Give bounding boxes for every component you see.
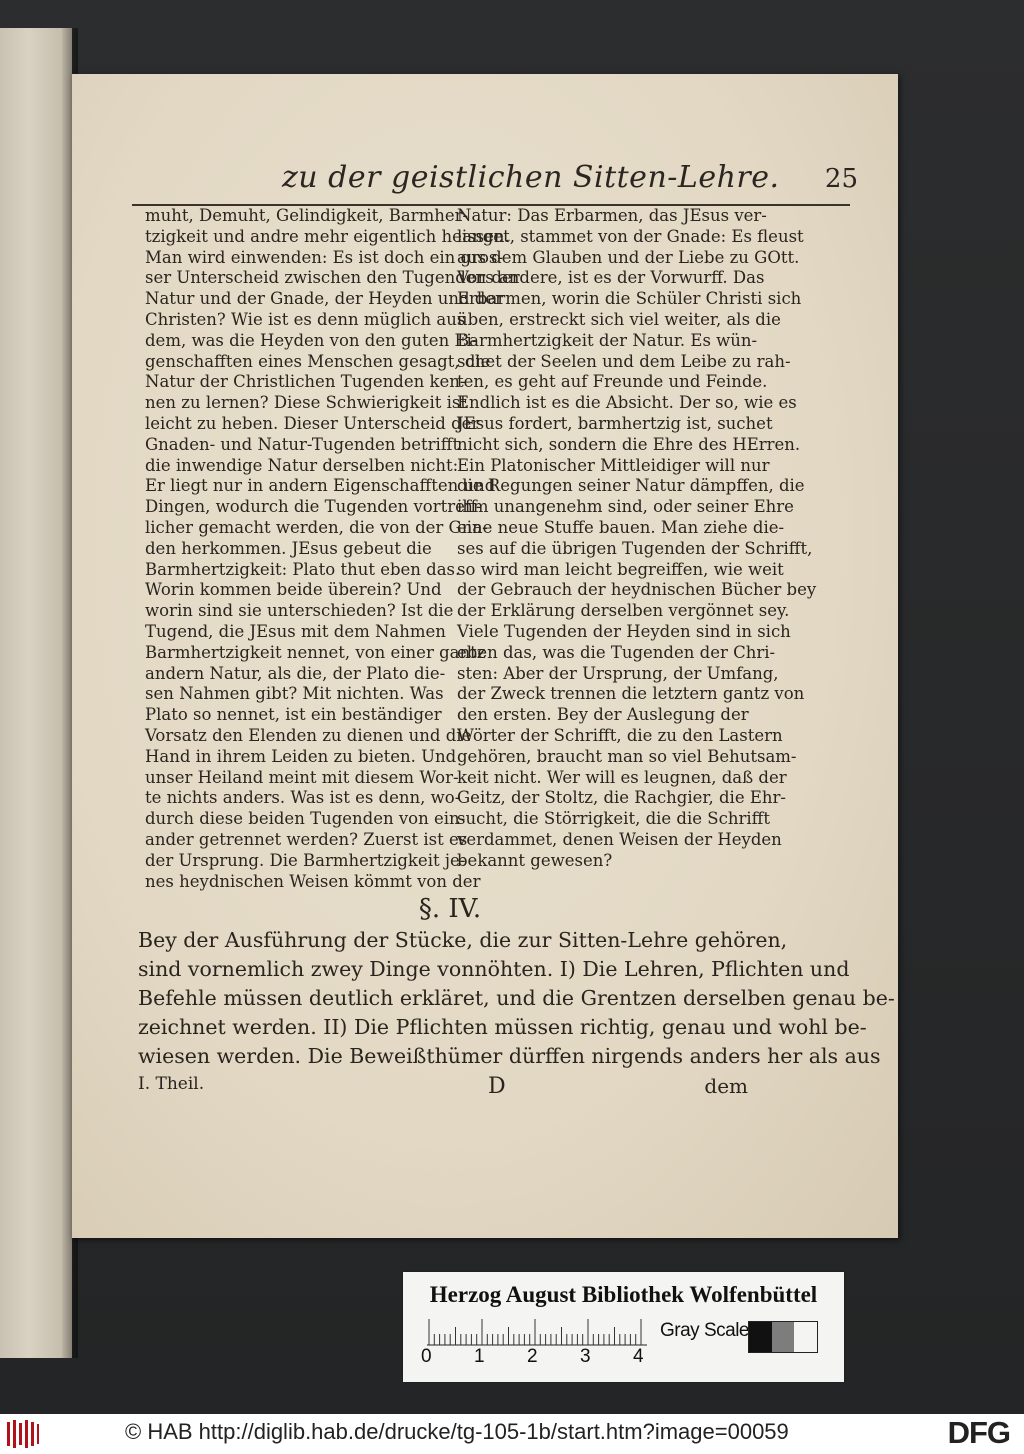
left-column-line: unser Heiland meint mit diesem Wor- <box>145 767 459 787</box>
gray-patch <box>772 1322 795 1352</box>
right-column-line: ihm unangenehm sind, oder seiner Ehre <box>457 497 794 517</box>
left-column-line: nes heydnischen Weisen kömmt von der <box>145 871 481 891</box>
right-column-line: Barmhertzigkeit der Natur. Es wün- <box>457 330 758 350</box>
left-column-line: Vorsatz den Elenden zu dienen und die <box>145 725 472 745</box>
signature-row <box>138 1074 748 1104</box>
left-column-line: dem, was die Heyden von den guten Ei- <box>145 330 478 350</box>
left-column-line: andern Natur, als die, der Plato die- <box>145 663 446 683</box>
section-body-line: wiesen werden. Die Beweißthümer dürffen nirgends anders her als aus <box>138 1044 881 1068</box>
left-column-line: Barmhertzigkeit: Plato thut eben das. <box>145 559 461 579</box>
right-column-line: ses auf die übrigen Tugenden der Schrifft, <box>457 538 813 558</box>
gray-scale-label: Gray Scale <box>660 1320 749 1341</box>
running-head: zu der geistlichen Sitten-Lehre. <box>282 160 780 195</box>
right-column-line: Ein Platonischer Mittleidiger will nur <box>457 455 770 475</box>
right-column-line: bekannt gewesen? <box>457 850 613 870</box>
section-body-line: Bey der Ausführung der Stücke, die zur Sitten-Lehre gehören, <box>138 928 788 952</box>
gray-patch <box>749 1322 772 1352</box>
right-column-line: die Regungen seiner Natur dämpffen, die <box>457 476 805 496</box>
gray-scale-patches <box>748 1321 818 1353</box>
right-column-line: Geitz, der Stoltz, die Rachgier, die Ehr- <box>457 788 786 808</box>
right-column-line: eine neue Stuffe bauen. Man ziehe die- <box>457 517 785 537</box>
ruler-number: 2 <box>527 1346 538 1367</box>
left-column-line: den herkommen. JEsus gebeut die <box>145 538 432 558</box>
right-column-line: langet, stammet von der Gnade: Es fleust <box>457 226 804 246</box>
right-column-line: JEsus fordert, barmhertzig ist, suchet <box>457 413 773 433</box>
section-body-line: Befehle müssen deutlich erkläret, und die Grentzen derselben genau be- <box>138 986 895 1010</box>
left-column-line: Dingen, wodurch die Tugenden vortreff- <box>145 497 482 517</box>
left-column-line: muht, Demuht, Gelindigkeit, Barmher- <box>145 206 469 225</box>
left-column-line: die inwendige Natur derselben nicht: <box>145 455 459 475</box>
volume-mark: I. Theil. <box>138 1074 205 1094</box>
left-column-line: Barmhertzigkeit nennet, von einer gantz <box>145 642 486 662</box>
right-column-line: Wörter der Schrifft, die zu den Lastern <box>457 725 783 745</box>
library-name: Herzog August Bibliothek Wolfenbüttel <box>429 1282 818 1307</box>
left-column-line: Er liegt nur in andern Eigenschafften und <box>145 476 496 496</box>
right-column-line: nicht sich, sondern die Ehre des HErren. <box>457 434 801 454</box>
right-column-line: üben, erstreckt sich viel weiter, als die <box>457 309 781 329</box>
right-column-line: der Erklärung derselben vergönnet sey. <box>457 601 790 621</box>
ruler-numbers <box>421 1346 661 1370</box>
footer-bar <box>0 1414 1024 1454</box>
left-column-line: Gnaden- und Natur-Tugenden betrifft <box>145 434 460 454</box>
ruler-number: 3 <box>580 1346 591 1367</box>
book-page <box>72 74 898 1238</box>
left-column-line: sen Nahmen gibt? Mit nichten. Was <box>145 684 444 704</box>
left-column-line: worin sind sie unterschieden? Ist die <box>145 601 454 621</box>
ruler-icon <box>427 1318 657 1346</box>
right-column <box>457 206 817 872</box>
right-column-line: Vors andere, ist es der Vorwurff. Das <box>457 268 765 288</box>
catchword: dem <box>704 1074 748 1098</box>
left-column-line: Christen? Wie ist es denn müglich aus <box>145 309 466 329</box>
right-column-line: sten: Aber der Ursprung, der Umfang, <box>457 663 779 683</box>
left-column-line: der Ursprung. Die Barmhertzigkeit je- <box>145 850 466 870</box>
right-column-line: eben das, was die Tugenden der Chri- <box>457 642 776 662</box>
color-reference-card <box>403 1272 844 1382</box>
right-column-line: aus dem Glauben und der Liebe zu GOtt. <box>457 247 800 267</box>
right-column-line: verdammet, denen Weisen der Heyden <box>457 829 782 849</box>
left-column-line: Hand in ihrem Leiden zu bieten. Und <box>145 746 457 766</box>
right-column-line: keit nicht. Wer will es leugnen, daß der <box>457 767 787 787</box>
library-logo-icon <box>6 1420 40 1448</box>
page-number: 25 <box>824 164 858 194</box>
right-column-line: ten, es geht auf Freunde und Feinde. <box>457 372 768 392</box>
right-column-line: der Zweck trennen die letztern gantz von <box>457 684 805 704</box>
right-column-line: Endlich ist es die Absicht. Der so, wie es <box>457 393 797 413</box>
left-column-line: Man wird einwenden: Es ist doch ein gros- <box>145 247 503 267</box>
section-body-line: sind vornemlich zwey Dinge vonnöhten. I) Die Lehren, Pflichten und <box>138 957 850 981</box>
left-column-line: nen zu lernen? Diese Schwierigkeit ist <box>145 393 467 413</box>
left-column-line: Worin kommen beide überein? Und <box>145 580 442 600</box>
right-column-line: sucht, die Störrigkeit, die die Schrifft <box>457 809 770 829</box>
signature-letter: D <box>488 1074 506 1099</box>
ruler-number: 4 <box>633 1346 644 1367</box>
right-column-line: so wird man leicht begreiffen, wie weit <box>457 559 784 579</box>
left-column-line: durch diese beiden Tugenden von ein- <box>145 809 466 829</box>
left-column-line: Natur und der Gnade, der Heyden und der <box>145 289 504 309</box>
section-heading: §. IV. <box>418 894 482 924</box>
left-column-line: Plato so nennet, ist ein beständiger <box>145 705 442 725</box>
right-column-line: Erbarmen, worin die Schüler Christi sich <box>457 289 802 309</box>
right-column-line: schet der Seelen und dem Leibe zu rah- <box>457 351 791 371</box>
right-column-line: den ersten. Bey der Auslegung der <box>457 705 749 725</box>
left-column-line: ander getrennet werden? Zuerst ist es <box>145 829 468 849</box>
left-column-line: Tugend, die JEsus mit dem Nahmen <box>145 621 446 641</box>
right-column-line: Natur: Das Erbarmen, das JEsus ver- <box>457 206 767 225</box>
right-column-line: gehören, braucht man so viel Behutsam- <box>457 746 797 766</box>
ruler-number: 0 <box>421 1346 432 1367</box>
dfg-logo: DFG <box>947 1415 1010 1450</box>
right-column-line: Viele Tugenden der Heyden sind in sich <box>457 621 791 641</box>
left-column-line: Natur der Christlichen Tugenden ken- <box>145 372 466 392</box>
right-column-line: der Gebrauch der heydnischen Bücher bey <box>457 580 817 600</box>
gray-patch <box>794 1322 817 1352</box>
left-column-line: genschafften eines Menschen gesagt, die <box>145 351 491 371</box>
left-column-line: leicht zu heben. Dieser Unterscheid der <box>145 413 480 433</box>
left-column-line: tzigkeit und andre mehr eigentlich heissen. <box>145 226 510 246</box>
left-column <box>145 206 520 892</box>
footer-copyright-url: © HAB http://diglib.hab.de/drucke/tg-105-1b/start.htm?image=00059 <box>125 1419 789 1444</box>
section-body <box>138 926 895 1071</box>
left-column-line: ser Unterscheid zwischen den Tugenden der <box>145 268 520 288</box>
section-body-line: zeichnet werden. II) Die Pflichten müssen richtig, genau und wohl be- <box>138 1015 867 1039</box>
left-column-line: licher gemacht werden, die von der Gna- <box>145 517 488 537</box>
left-column-line: te nichts anders. Was ist es denn, wo- <box>145 788 461 808</box>
ruler-number: 1 <box>474 1346 485 1367</box>
